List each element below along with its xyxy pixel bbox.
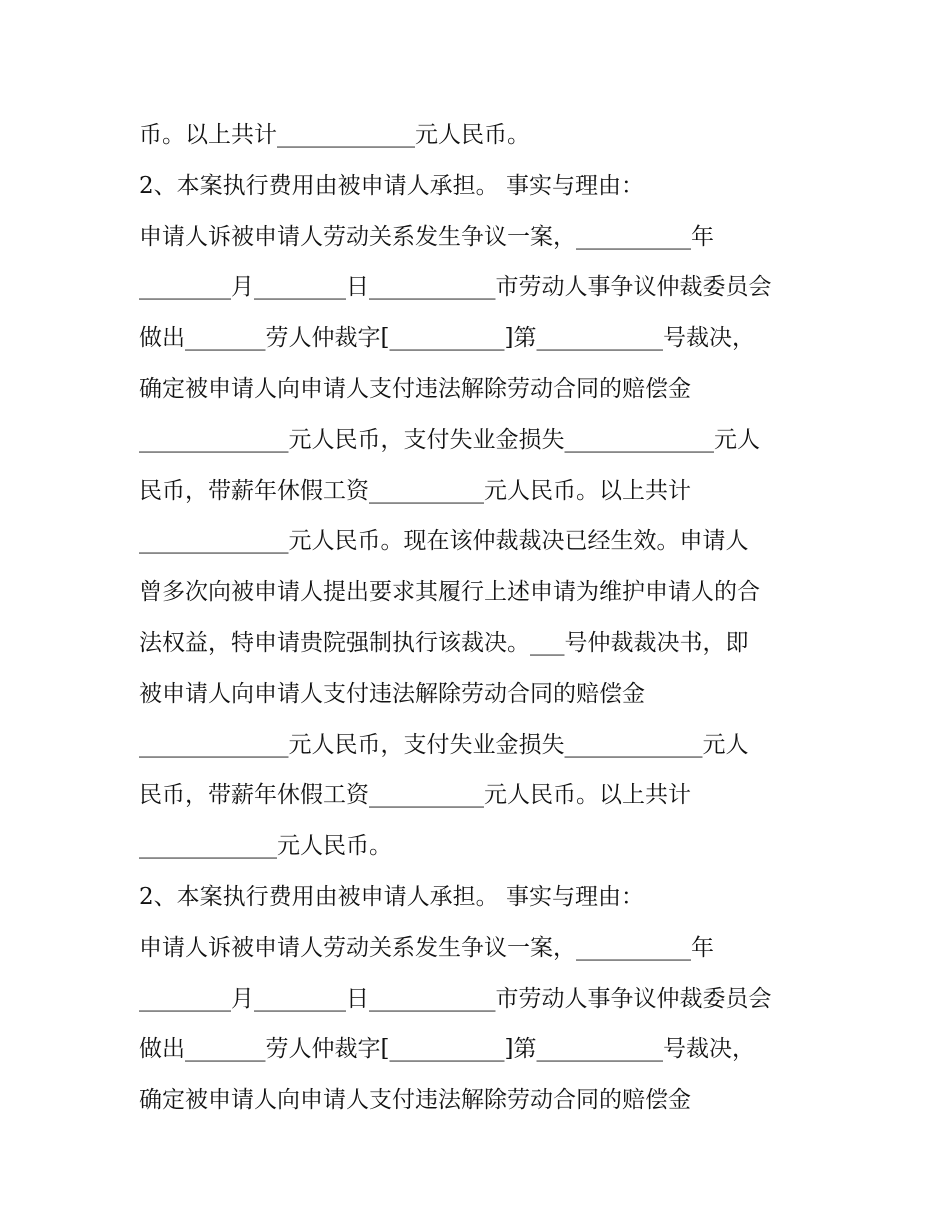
- text-line-11: 法权益，特申请贵院强制执行该裁决。___号仲裁裁决书，即: [139, 629, 749, 656]
- text-line-9: _____________元人民币。现在该仲裁裁决已经生效。申请人: [139, 528, 749, 555]
- text-line-6: 确定被申请人向申请人支付违法解除劳动合同的赔偿金: [139, 375, 691, 402]
- document-body: [139, 110, 839, 1126]
- text-line-4: ________月________日___________市劳动人事争议仲裁委员会: [139, 274, 772, 301]
- text-line-14: 民币，带薪年休假工资__________元人民币。以上共计: [139, 782, 691, 809]
- text-line-15: ____________元人民币。: [139, 833, 392, 860]
- text-line-3: 申请人诉被申请人劳动关系发生争议一案，__________年: [139, 223, 714, 250]
- text-line-1: 币。以上共计____________元人民币。: [139, 122, 530, 148]
- text-line-13: _____________元人民币，支付失业金损失____________元人: [139, 731, 749, 758]
- text-line-12: 被申请人向申请人支付违法解除劳动合同的赔偿金: [139, 680, 645, 707]
- text-line-10: 曾多次向被申请人提出要求其履行上述申请为维护申请人的合: [139, 579, 760, 606]
- text-line-20: 确定被申请人向申请人支付违法解除劳动合同的赔偿金: [139, 1087, 691, 1114]
- text-line-18: ________月________日___________市劳动人事争议仲裁委员会: [139, 985, 772, 1012]
- text-line-16: 2、本案执行费用由被申请人承担。 事实与理由：: [139, 883, 644, 910]
- text-line-7: _____________元人民币，支付失业金损失_____________元人: [139, 426, 760, 453]
- text-line-19: 做出_______劳人仲裁字[__________]第___________号裁决，: [139, 1036, 755, 1063]
- text-line-8: 民币，带薪年休假工资__________元人民币。以上共计: [139, 477, 691, 504]
- text-line-17: 申请人诉被申请人劳动关系发生争议一案，__________年: [139, 934, 714, 961]
- text-line-2: 2、本案执行费用由被申请人承担。 事实与理由：: [139, 172, 644, 199]
- text-line-5: 做出_______劳人仲裁字[__________]第___________号裁决，: [139, 325, 755, 352]
